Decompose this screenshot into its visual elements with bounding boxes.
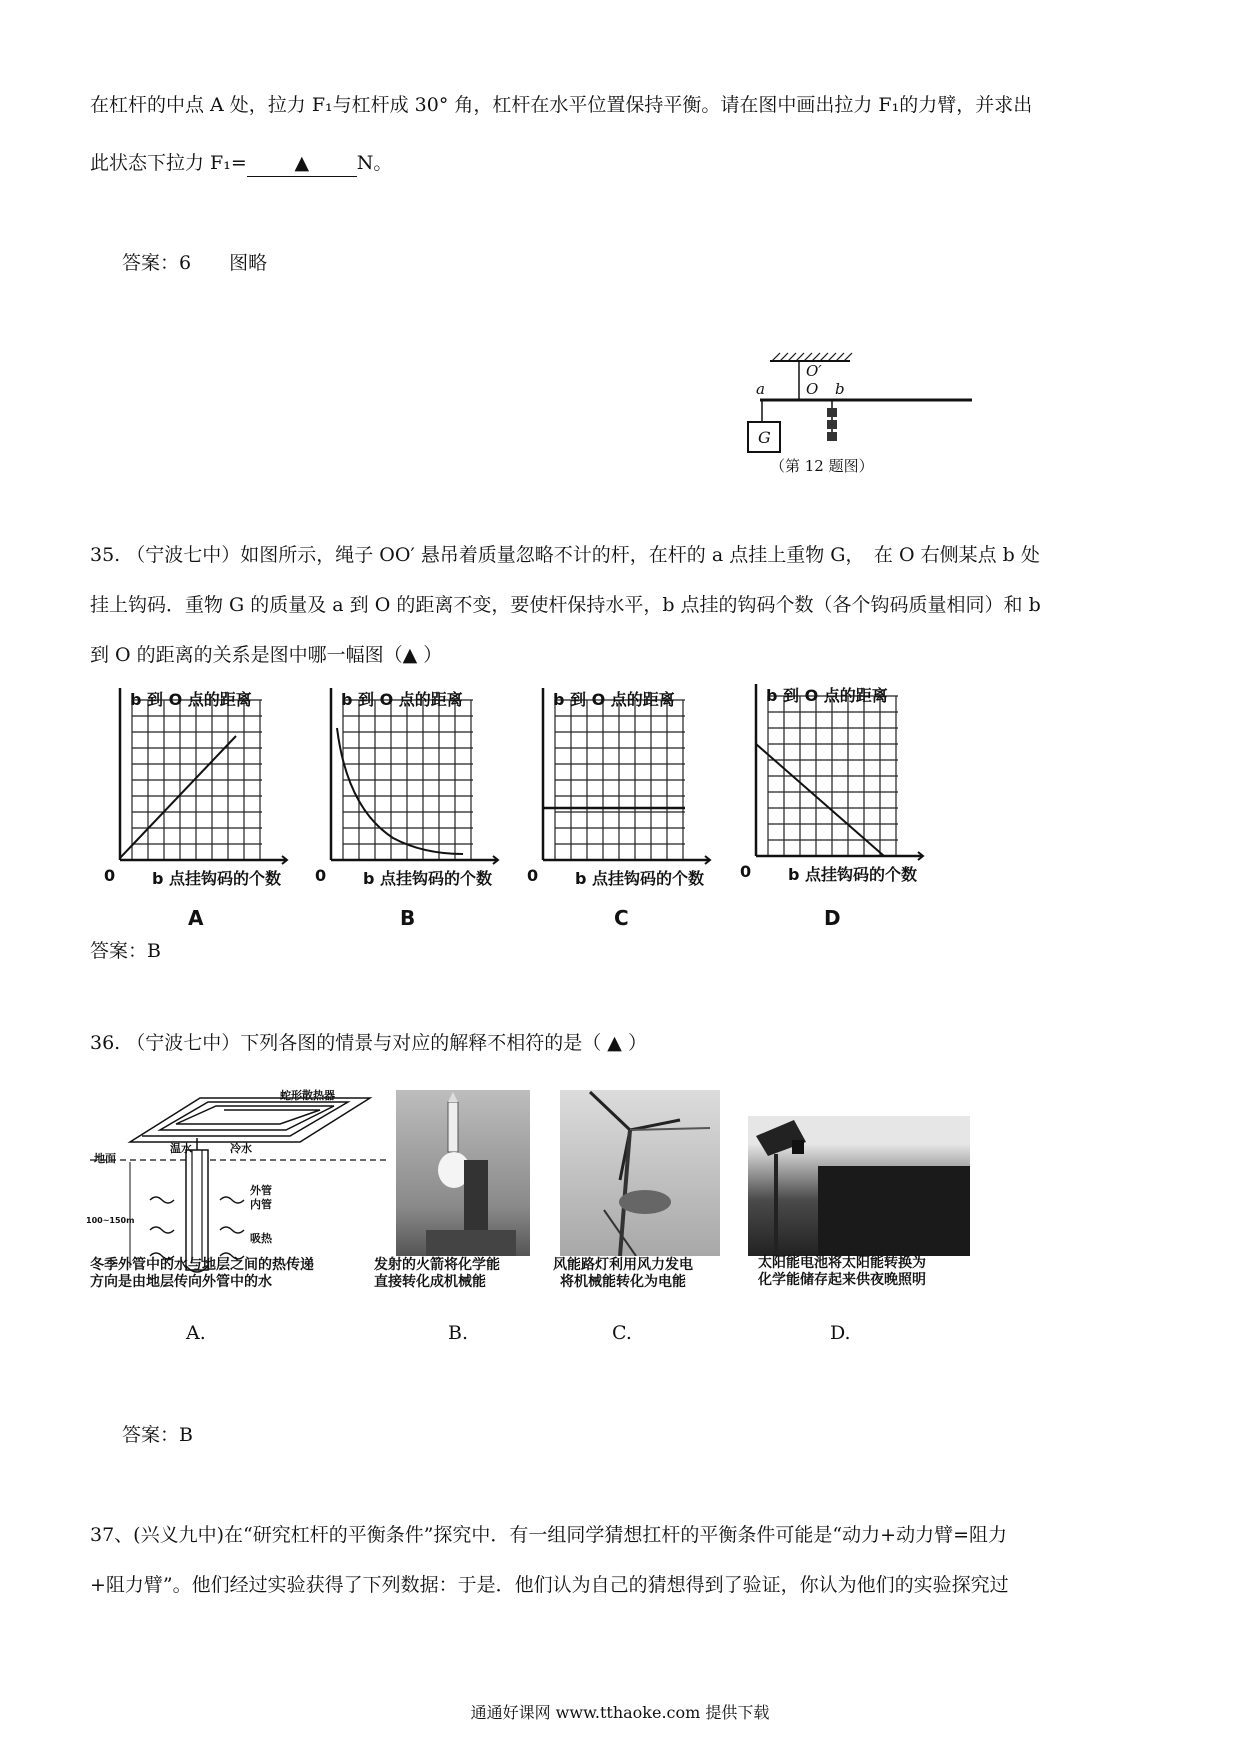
option-d-caption-1: 太阳能电池将太阳能转换为: [758, 1255, 926, 1271]
q34-line2-prefix: 此状态下拉力 F₁=: [90, 152, 247, 174]
option-c-caption-1: 风能路灯利用风力发电: [553, 1257, 693, 1273]
graph-a-ylabel: b 到 O 点的距离: [130, 690, 252, 709]
label-o-prime: O′: [806, 362, 822, 380]
q36-line1: 36. （宁波七中）下列各图的情景与对应的解释不相符的是（ ▲ ）: [90, 1032, 647, 1054]
option-d-caption-2: 化学能储存起来供夜晚照明: [758, 1272, 926, 1288]
lever-figure: [740, 340, 980, 480]
heat-exchanger-drawing: [90, 1090, 390, 1280]
rocket-launch-photo: [396, 1090, 530, 1256]
label-warm-water: 温水: [170, 1142, 192, 1155]
graph-b-origin: 0: [315, 866, 327, 885]
graph-d-plot: [748, 684, 928, 884]
label-ground: 地面: [94, 1152, 116, 1165]
graph-a: [104, 688, 292, 888]
label-g: G: [758, 428, 771, 447]
graph-a-xlabel: b 点挂钩码的个数: [152, 869, 282, 888]
option-d-letter: D.: [830, 1322, 851, 1344]
label-o: O: [806, 380, 819, 398]
graph-a-plot: [112, 688, 292, 888]
graph-d-option: D: [824, 906, 841, 930]
graph-a-line: [120, 736, 236, 858]
graph-c: [527, 688, 715, 888]
graph-b-xlabel: b 点挂钩码的个数: [363, 869, 493, 888]
wind-streetlight-photo: [560, 1090, 720, 1256]
graph-a-option: A: [188, 906, 204, 930]
wind-turbine-drawing: [560, 1090, 720, 1256]
graph-d-xlabel: b 点挂钩码的个数: [788, 865, 918, 884]
option-c-letter: C.: [612, 1322, 632, 1344]
option-b-caption-2: 直接转化成机械能: [374, 1274, 486, 1290]
label-cold-water: 冷水: [230, 1142, 252, 1155]
q35-line1: 35. （宁波七中）如图所示，绳子 OO′ 悬吊着质量忽略不计的杆，在杆的 a 点挂上重物 G， 在 O 右侧某点 b 处: [90, 544, 1040, 566]
rocket-drawing: [396, 1090, 530, 1256]
option-b-caption-1: 发射的火箭将化学能: [374, 1257, 500, 1273]
graph-c-ylabel: b 到 O 点的距离: [553, 690, 675, 709]
q36-answer: 答案：B: [122, 1424, 193, 1446]
q34-line2-suffix: N。: [356, 152, 393, 174]
label-radiator: 蛇形散热器: [280, 1089, 335, 1102]
option-c-caption-2: 将机械能转化为电能: [560, 1274, 686, 1290]
graph-b-ylabel: b 到 O 点的距离: [341, 690, 463, 709]
graph-d-line: [756, 744, 884, 856]
label-depth: 100~150m: [86, 1216, 135, 1225]
graph-b-plot: [323, 688, 503, 888]
q34-line2: [90, 150, 392, 177]
heat-exchanger-diagram: [86, 1089, 390, 1280]
q35-line3: 到 O 的距离的关系是图中哪一幅图（▲ ）: [90, 644, 443, 666]
solar-panel-drawing: [748, 1116, 970, 1256]
label-b: b: [835, 380, 845, 398]
label-inner-pipe: 内管: [250, 1198, 272, 1211]
graph-c-origin: 0: [527, 866, 539, 885]
option-b-letter: B.: [448, 1322, 469, 1344]
graph-b-curve: [337, 728, 463, 854]
graph-c-xlabel: b 点挂钩码的个数: [575, 869, 705, 888]
graph-c-plot: [535, 688, 715, 888]
q34-line1: 在杠杆的中点 A 处，拉力 F₁与杠杆成 30° 角，杠杆在水平位置保持平衡。请在图中画出拉力 F₁的力臂，并求出: [90, 94, 1033, 116]
q35-line2: 挂上钩码．重物 G 的质量及 a 到 O 的距离不变，要使杆保持水平，b 点挂的钩码个数（各个钩码质量相同）和 b: [90, 594, 1041, 616]
q34-answer: 答案：6 图略: [122, 252, 268, 274]
graph-b-option: B: [400, 906, 416, 930]
graph-b: [315, 688, 503, 888]
option-a-letter: A.: [186, 1322, 206, 1344]
page-footer: 通通好课网 www.tthaoke.com 提供下载: [470, 1703, 770, 1722]
label-a: a: [756, 380, 765, 398]
answer-blank: ▲: [247, 150, 357, 177]
option-a-caption-2: 方向是由地层传向外管中的水: [90, 1274, 272, 1290]
solar-streetlight-photo: [748, 1116, 970, 1256]
graph-d: [740, 684, 928, 884]
option-a-caption-1: 冬季外管中的水与地层之间的热传递: [90, 1257, 314, 1273]
label-absorb-heat: 吸热: [250, 1232, 272, 1245]
graph-d-origin: 0: [740, 862, 752, 881]
q37-line2: +阻力臂”。他们经过实验获得了下列数据：于是．他们认为自己的猜想得到了验证，你认为他们的实验探究过: [90, 1574, 1009, 1596]
fig12-caption: （第 12 题图）: [770, 457, 874, 475]
q37-line1: 37、(兴义九中)在“研究杠杆的平衡条件”探究中．有一组同学猜想扛杆的平衡条件可能是“动力+动力臂=阻力: [90, 1524, 1007, 1546]
label-outer-pipe: 外管: [250, 1184, 272, 1197]
graph-c-option: C: [614, 906, 629, 930]
q35-answer: 答案：B: [90, 940, 161, 962]
graph-d-ylabel: b 到 O 点的距离: [766, 686, 888, 705]
graph-a-origin: 0: [104, 866, 116, 885]
